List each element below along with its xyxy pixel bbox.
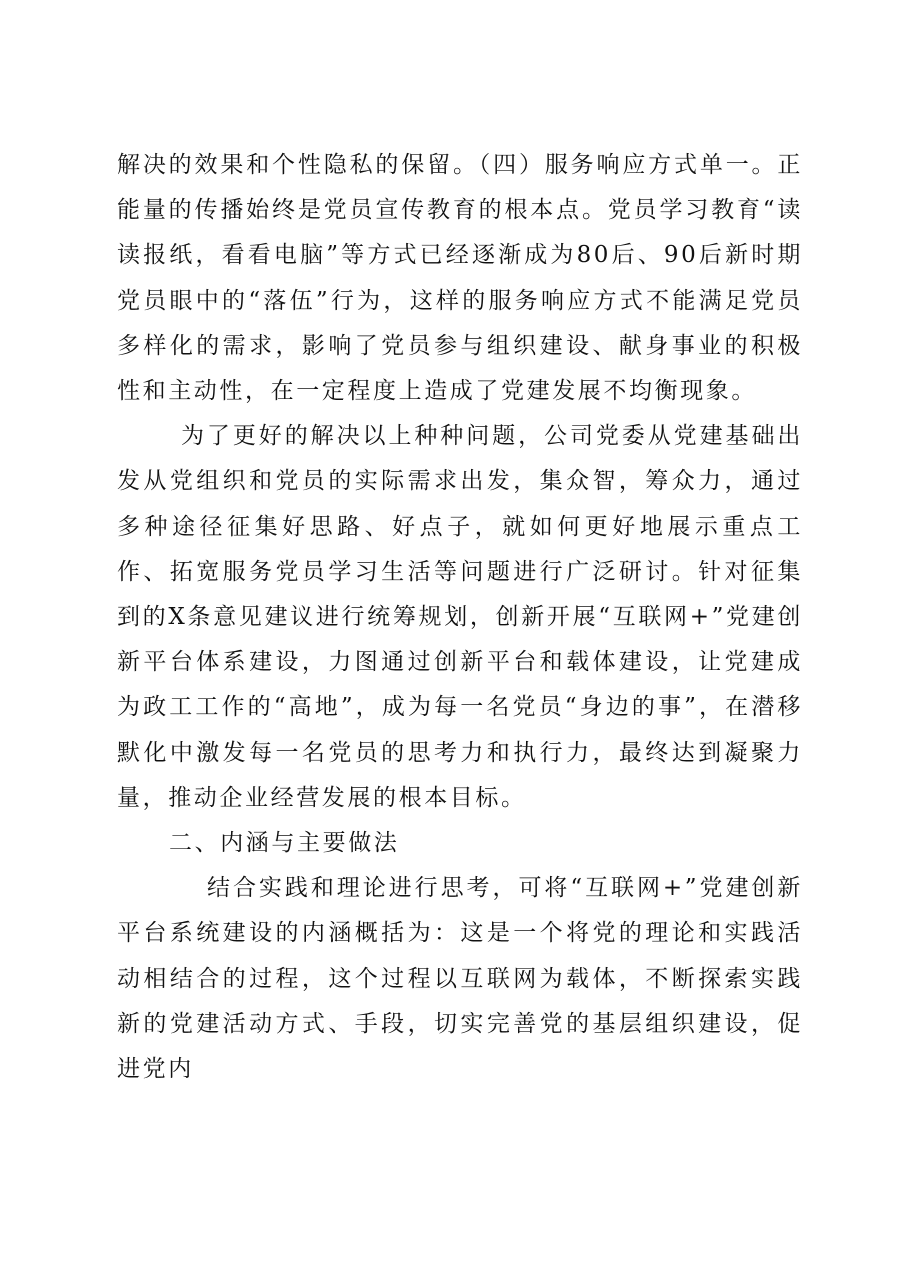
paragraph-service-response: 解决的效果和个性隐私的保留。（四）服务响应方式单一。正能量的传播始终是党员宣传教育的根本点。党员学习教育“读读报纸，看看电脑”等方式已经逐渐成为80后、90后新时期党员眼中的“落伍”行为，这样的服务响应方式不能满足党员多样化的需求，影响了党员参与组织建设、献身事业的积极性和主动性，在一定程度上造成了党建发展不均衡现象。 (117, 152, 803, 405)
document-body (117, 143, 803, 1092)
paragraph-solution: 为了更好的解决以上种种问题，公司党委从党建基础出发从党组织和党员的实际需求出发，集众智，筹众力，通过多种途径征集好思路、好点子，就如何更好地展示重点工作、拓宽服务党员学习生活等问题进行广泛研讨。针对征集到的X条意见建议进行统筹规划，创新开展“互联网+”党建创新平台体系建设，力图通过创新平台和载体建设，让党建成为政工工作的“高地”，成为每一名党员“身边的事”，在潜移默化中激发每一名党员的思考力和执行力，最终达到凝聚力量，推动企业经营发展的根本目标。 (117, 423, 803, 811)
paragraph-connotation: 结合实践和理论进行思考，可将“互联网+”党建创新平台系统建设的内涵概括为：这是一个将党的理论和实践活动相结合的过程，这个过程以互联网为载体，不断探索实践新的党建活动方式、手段，切实完善党的基层组织建设，促进党内 (117, 875, 803, 1083)
section-heading: 二、内涵与主要做法 (169, 830, 400, 857)
